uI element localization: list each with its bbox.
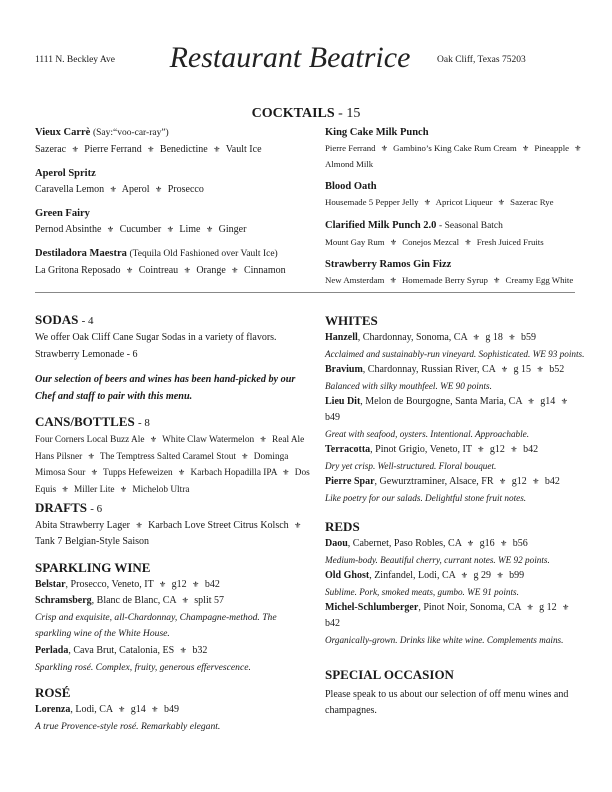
list-entry: Orange <box>196 265 226 276</box>
list-entry: Real Ale Hans Pilsner <box>35 435 305 462</box>
wine-name: Terracotta <box>325 444 371 455</box>
fleur-de-lis-icon: ⚜ <box>183 266 191 275</box>
fleur-de-lis-icon: ⚜ <box>90 468 98 478</box>
fleur-de-lis-icon: ⚜ <box>259 435 267 445</box>
cocktail-ingredients <box>325 195 585 211</box>
fleur-de-lis-icon: ⚜ <box>282 468 290 478</box>
list-entry: The Temptress Salted Caramel Stout <box>99 451 236 462</box>
wine-note: Acclaimed and sustainably-run vineyard. Sophisticated. WE 93 points. <box>325 349 585 359</box>
fleur-de-lis-icon: ⚜ <box>510 445 518 454</box>
cocktail-item <box>35 205 320 238</box>
fleur-de-lis-icon: ⚜ <box>151 705 159 715</box>
wine-item <box>35 577 315 594</box>
fleur-de-lis-icon: ⚜ <box>155 185 163 194</box>
cocktail-note: - Seasonal Batch <box>439 220 503 231</box>
wine-description: , Blanc de Blanc, CA <box>91 595 177 607</box>
wine-note: A true Provence-style rosé. Remarkably elegant. <box>35 720 221 732</box>
list-entry: Pierre Ferrand <box>84 144 142 155</box>
address-street: 1111 N. Beckley Ave <box>35 55 116 65</box>
fleur-de-lis-icon: ⚜ <box>500 365 509 374</box>
cocktail-name: King Cake Milk Punch <box>325 127 429 138</box>
cocktail-note: (Say:“voo-car-ray”) <box>92 128 169 138</box>
fleur-de-lis-icon: ⚜ <box>241 451 249 461</box>
cocktail-item <box>325 178 585 211</box>
cocktail-name-line <box>325 124 585 141</box>
cocktail-name: Green Fairy <box>35 208 90 219</box>
list-entry: Apricot Liqueur <box>435 197 493 207</box>
list-entry: Miller Lite <box>74 484 115 495</box>
cocktail-ingredients <box>325 273 585 289</box>
wine-description: , Gewurztraminer, Alsace, FR <box>374 476 494 487</box>
wine-note: Medium-body. Beautiful cherry, currant notes. WE 92 points. <box>325 555 550 565</box>
fleur-de-lis-icon: ⚜ <box>389 276 397 285</box>
fleur-de-lis-icon: ⚜ <box>499 477 507 486</box>
list-entry: White Claw Watermelon <box>162 435 255 446</box>
wine-price: b52 <box>549 364 565 375</box>
wine-name: Belstar <box>35 578 66 590</box>
list-entry: Caravella Lemon <box>35 184 105 195</box>
fleur-de-lis-icon: ⚜ <box>178 468 186 478</box>
fleur-de-lis-icon: ⚜ <box>149 435 157 445</box>
fleur-de-lis-icon: ⚜ <box>147 145 155 154</box>
whites-section <box>325 312 585 506</box>
wine-price: b56 <box>512 538 528 549</box>
special-title: SPECIAL OCCASION <box>325 667 454 682</box>
fleur-de-lis-icon: ⚜ <box>71 145 79 154</box>
fleur-de-lis-icon: ⚜ <box>61 484 69 494</box>
rose-title: ROSÉ <box>35 685 71 701</box>
sodas-line: Strawberry Lemonade - 6 <box>35 348 138 360</box>
cocktail-name-line <box>35 245 320 263</box>
fleur-de-lis-icon: ⚜ <box>562 603 570 612</box>
cocktail-name-line <box>325 256 585 273</box>
fleur-de-lis-icon: ⚜ <box>166 225 174 234</box>
fleur-de-lis-icon: ⚜ <box>389 237 397 247</box>
wine-price: g14 <box>130 704 146 716</box>
wine-price: b99 <box>509 570 525 581</box>
cocktail-ingredients <box>35 263 320 279</box>
fleur-de-lis-icon: ⚜ <box>206 225 214 234</box>
list-entry: Sazerac <box>35 144 67 155</box>
wine-item <box>325 474 585 490</box>
list-entry: Lime <box>179 224 201 235</box>
list-entry: Ginger <box>218 224 247 235</box>
list-entry: Homemade Berry Syrup <box>401 275 488 285</box>
fleur-de-lis-icon: ⚜ <box>109 185 117 194</box>
list-entry: Karbach Love Street Citrus Kolsch <box>148 519 289 531</box>
fleur-de-lis-icon: ⚜ <box>466 539 475 548</box>
wine-description: , Cabernet, Paso Robles, CA <box>347 538 462 549</box>
wine-price: g 29 <box>473 570 491 581</box>
wine-item <box>325 536 585 552</box>
cocktail-name-line <box>35 165 320 182</box>
wine-price: b59 <box>520 332 536 343</box>
wine-price: b49 <box>325 412 340 423</box>
fleur-de-lis-icon: ⚜ <box>106 225 115 234</box>
drafts-heading <box>35 499 315 518</box>
fleur-de-lis-icon: ⚜ <box>493 276 501 285</box>
wine-item <box>35 643 315 660</box>
wine-description: , Prosecco, Veneto, IT <box>65 578 154 590</box>
wine-name: Schramsberg <box>35 595 92 607</box>
wine-item <box>325 568 585 584</box>
fleur-de-lis-icon: ⚜ <box>508 333 516 342</box>
wine-name: Lieu Dit <box>325 396 361 407</box>
list-entry: Pierre Ferrand <box>325 143 376 153</box>
wine-price: b32 <box>192 644 208 656</box>
list-entry: Almond Milk <box>325 158 374 169</box>
wine-note: Like poetry for our salads. Delightful stone fruit notes. <box>325 493 527 503</box>
fleur-de-lis-icon: ⚜ <box>477 445 485 454</box>
reds-section <box>325 518 585 648</box>
special-section <box>325 666 585 719</box>
cocktail-item <box>325 217 585 251</box>
wine-note: Crisp and exquisite, all-Chardonnay, Champagne-method. The sparkling wine of the White House. <box>35 611 277 640</box>
cocktail-ingredients <box>325 141 585 172</box>
cocktail-name: Blood Oath <box>325 181 377 192</box>
sparkling-section <box>35 559 315 676</box>
wine-item <box>325 442 585 458</box>
list-entry: Mount Gay Rum <box>325 236 385 247</box>
fleur-de-lis-icon: ⚜ <box>560 397 568 406</box>
wine-description: , Zinfandel, Lodi, CA <box>369 570 456 581</box>
wine-price: split 57 <box>194 595 225 607</box>
list-entry: Michelob Ultra <box>132 484 190 495</box>
wine-name: Perlada <box>35 644 69 656</box>
fleur-de-lis-icon: ⚜ <box>179 645 187 655</box>
list-entry: Cucumber <box>119 224 162 235</box>
cocktails-left-column <box>35 124 320 286</box>
cans-price: - 8 <box>137 417 150 430</box>
section-divider <box>35 292 575 293</box>
fleur-de-lis-icon: ⚜ <box>118 705 126 715</box>
special-text: Please speak to us about our selection of off menu wines and champagnes. <box>325 689 569 716</box>
list-entry: Cinnamon <box>243 265 286 276</box>
cocktail-name: Strawberry Ramos Gin Fizz <box>325 259 452 270</box>
tagline: Our selection of beers and wines has been hand-picked by our Chef and staff to pair with this menu. <box>35 374 296 403</box>
wine-price: g 18 <box>485 332 503 343</box>
wine-price: g16 <box>479 538 495 549</box>
right-column <box>325 312 585 727</box>
cocktail-item <box>35 165 320 198</box>
cocktail-name: Clarified Milk Punch 2.0 <box>325 219 437 231</box>
cocktails-right-column <box>325 124 585 295</box>
fleur-de-lis-icon: ⚜ <box>574 144 582 153</box>
fleur-de-lis-icon: ⚜ <box>532 477 540 486</box>
cocktail-item <box>325 256 585 289</box>
list-entry: Tupps Hefeweizen <box>103 468 173 479</box>
wine-name: Old Ghost <box>325 570 370 581</box>
fleur-de-lis-icon: ⚜ <box>527 397 535 406</box>
wine-price: b49 <box>163 704 179 716</box>
wine-description: , Chardonnay, Russian River, CA <box>362 364 496 375</box>
list-entry: Cointreau <box>138 265 179 276</box>
cans-title: CANS/BOTTLES <box>35 414 135 430</box>
wine-description: , Chardonnay, Sonoma, CA <box>357 332 468 343</box>
wine-name: Michel-Schlumberger <box>325 602 419 613</box>
wine-item <box>325 362 585 378</box>
wine-description: , Lodi, CA <box>70 704 113 716</box>
wine-item <box>325 600 585 632</box>
sodas-section <box>35 311 315 363</box>
cans-list <box>35 432 315 498</box>
cocktails-title: COCKTAILS <box>251 106 335 121</box>
cocktail-name-line <box>35 205 320 222</box>
drafts-title: DRAFTS <box>35 499 88 515</box>
wine-description: , Pinot Noir, Sonoma, CA <box>418 602 521 613</box>
fleur-de-lis-icon: ⚜ <box>192 579 200 589</box>
sodas-line: We offer Oak Cliff Cane Sugar Sodas in a variety of flavors. <box>35 332 277 343</box>
list-entry: Tank 7 Belgian-Style Saison <box>35 536 150 548</box>
wine-price: g12 <box>511 476 527 487</box>
fleur-de-lis-icon: ⚜ <box>497 198 505 207</box>
list-entry: Pineapple <box>534 143 570 153</box>
list-entry: Fresh Juiced Fruits <box>476 236 544 247</box>
list-entry: Benedictine <box>159 144 208 155</box>
whites-title: WHITES <box>325 313 378 328</box>
fleur-de-lis-icon: ⚜ <box>423 198 431 207</box>
wine-item <box>35 593 315 610</box>
list-entry: Four Corners Local Buzz Ale <box>35 435 145 446</box>
fleur-de-lis-icon: ⚜ <box>380 144 388 153</box>
drafts-price: - 6 <box>90 502 103 515</box>
fleur-de-lis-icon: ⚜ <box>536 365 544 374</box>
wine-name: Bravium <box>325 364 363 375</box>
wine-name: Lorenza <box>35 704 71 716</box>
list-entry: Karbach Hopadilla IPA <box>190 468 277 479</box>
wine-price: b42 <box>325 618 340 629</box>
cocktail-note: (Tequila Old Fashioned over Vault Ice) <box>129 249 278 259</box>
cocktail-item <box>325 124 585 172</box>
fleur-de-lis-icon: ⚜ <box>213 145 221 154</box>
list-entry: Prosecco <box>167 184 204 195</box>
fleur-de-lis-icon: ⚜ <box>135 520 143 530</box>
fleur-de-lis-icon: ⚜ <box>496 571 504 580</box>
list-entry: La Gritona Reposado <box>35 265 121 276</box>
address-city: Oak Cliff, Texas 75203 <box>437 55 526 65</box>
cocktail-ingredients <box>35 142 320 158</box>
list-entry: Dominga Mimosa Sour <box>35 451 289 479</box>
wine-note: Great with seafood, oysters. Intentional. Approachable. <box>325 429 530 439</box>
cocktails-price: - 15 <box>338 106 361 121</box>
drafts-section <box>35 499 315 551</box>
wine-name: Pierre Spar <box>325 476 375 487</box>
wine-description: , Melon de Bourgogne, Santa Maria, CA <box>360 396 523 407</box>
list-entry: Gambino’s King Cake Rum Cream <box>393 143 517 153</box>
reds-title: REDS <box>325 519 360 534</box>
sodas-price: - 4 <box>81 315 94 327</box>
cocktail-name-line <box>35 124 320 142</box>
cans-heading <box>35 413 315 432</box>
wine-price: g12 <box>489 444 505 455</box>
wine-note: Dry yet crisp. Well-structured. Floral bouquet. <box>325 461 497 471</box>
wine-note: Sparkling rosé. Complex, fruity, generous effervescence. <box>35 661 251 673</box>
cocktail-name: Destiladora Maestra <box>35 248 127 259</box>
fleur-de-lis-icon: ⚜ <box>126 266 134 275</box>
list-entry: Conejos Mezcal <box>402 236 460 247</box>
sparkling-title: SPARKLING WINE <box>35 559 151 575</box>
list-entry: Abita Strawberry Lager <box>35 519 130 531</box>
drafts-list <box>35 518 315 551</box>
restaurant-logo: Restaurant Beatrice <box>169 41 411 74</box>
cocktail-ingredients <box>35 182 320 198</box>
fleur-de-lis-icon: ⚜ <box>521 144 530 153</box>
wine-price: b42 <box>204 578 220 590</box>
list-entry: Dos Equis <box>35 468 310 495</box>
fleur-de-lis-icon: ⚜ <box>231 266 239 275</box>
fleur-de-lis-icon: ⚜ <box>181 596 189 606</box>
wine-note: Balanced with silky mouthfeel. WE 90 points. <box>325 381 492 391</box>
list-entry: Sazerac Rye <box>510 197 554 207</box>
rose-section <box>35 684 315 735</box>
sodas-heading <box>35 311 315 330</box>
list-entry: Aperol <box>121 184 150 195</box>
cans-section <box>35 413 315 498</box>
cocktail-name-line <box>325 217 585 235</box>
fleur-de-lis-icon: ⚜ <box>460 571 468 580</box>
fleur-de-lis-icon: ⚜ <box>119 484 128 494</box>
fleur-de-lis-icon: ⚜ <box>472 333 480 342</box>
cocktail-name: Aperol Spritz <box>35 168 96 179</box>
cocktails-heading <box>0 106 612 122</box>
wine-name: Daou <box>325 538 348 549</box>
cocktail-item <box>35 124 320 158</box>
wine-price: b42 <box>544 476 560 487</box>
wine-note: Organically-grown. Drinks like white wine. Complements mains. <box>325 635 564 645</box>
wine-item <box>325 394 585 426</box>
fleur-de-lis-icon: ⚜ <box>464 237 472 247</box>
left-column <box>35 311 315 743</box>
wine-note: Sublime. Pork, smoked meats, gumbo. WE 91 points. <box>325 587 519 597</box>
list-entry: New Amsterdam <box>325 275 385 285</box>
wine-name: Hanzell <box>325 332 358 343</box>
wine-price: b42 <box>523 444 539 455</box>
wine-price: g14 <box>540 396 556 407</box>
cocktail-name: Vieux Carrè <box>35 127 91 138</box>
cocktail-name-line <box>325 178 585 195</box>
list-entry: Housemade 5 Pepper Jelly <box>325 197 419 207</box>
cocktail-ingredients <box>35 222 320 238</box>
wine-price: g 12 <box>539 602 557 613</box>
wine-price: g12 <box>171 578 187 590</box>
fleur-de-lis-icon: ⚜ <box>500 539 508 548</box>
list-entry: Creamy Egg White <box>505 275 574 285</box>
list-entry: Pernod Absinthe <box>35 224 102 235</box>
fleur-de-lis-icon: ⚜ <box>294 520 302 530</box>
sodas-title: SODAS <box>35 312 79 327</box>
wine-item <box>35 702 315 719</box>
fleur-de-lis-icon: ⚜ <box>87 451 95 461</box>
wine-price: g 15 <box>513 364 532 375</box>
cocktail-ingredients <box>325 235 585 251</box>
wine-description: , Pinot Grigio, Veneto, IT <box>370 444 472 455</box>
fleur-de-lis-icon: ⚜ <box>526 603 534 612</box>
wine-description: , Cava Brut, Catalonia, ES <box>68 644 175 656</box>
cocktail-item <box>35 245 320 279</box>
fleur-de-lis-icon: ⚜ <box>159 579 167 589</box>
list-entry: Vault Ice <box>225 144 262 155</box>
wine-item <box>325 330 585 346</box>
